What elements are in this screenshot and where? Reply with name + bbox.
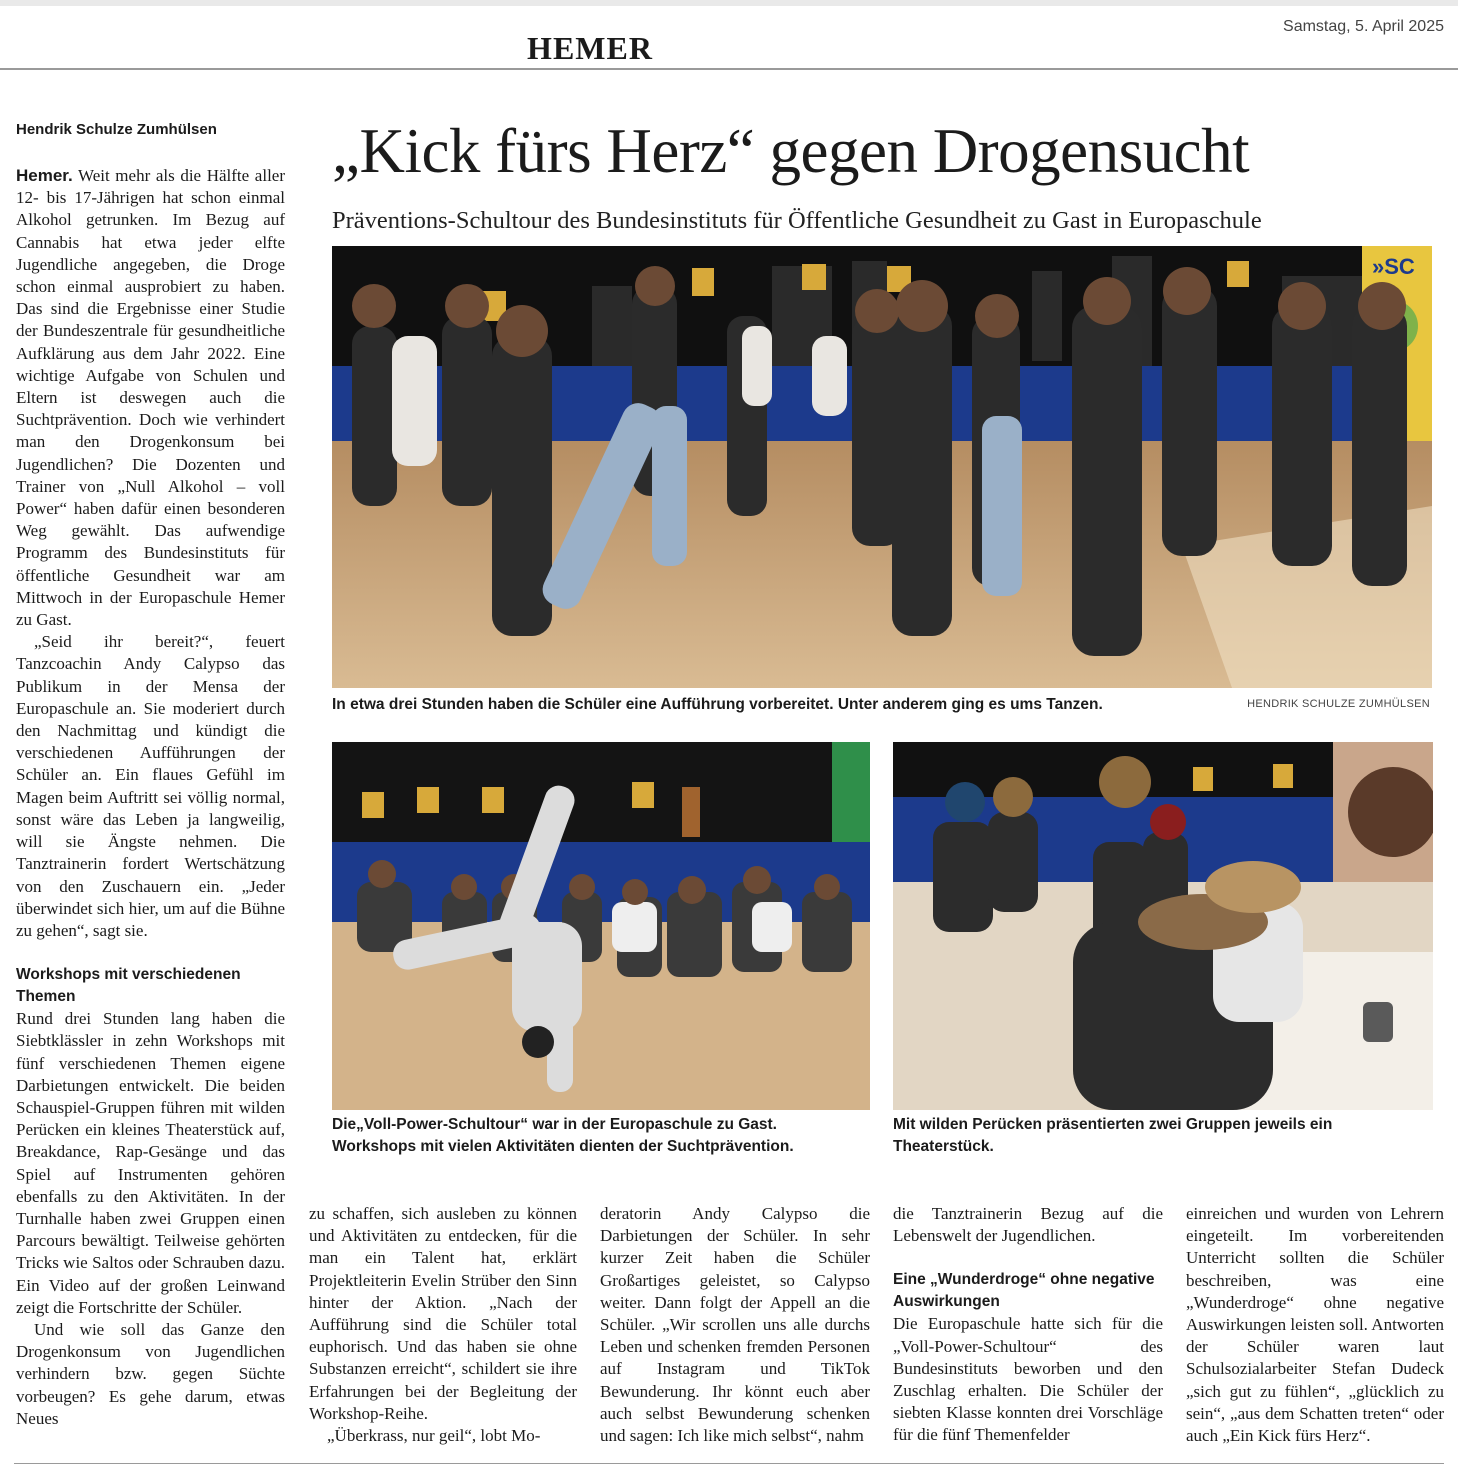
- dance-photo: [332, 246, 1432, 688]
- top-bar: [0, 0, 1458, 6]
- footer-rule: [14, 1463, 1444, 1464]
- photo-caption: In etwa drei Stunden haben die Schüler eine Aufführung vorbereitet. Unter anderem ging es ums Tanzen.: [332, 696, 1103, 713]
- article-column-4: [893, 1203, 1163, 1447]
- banner-text: »SC: [1372, 254, 1415, 279]
- photo-caption: Mit wilden Perücken präsentierten zwei Gruppen jeweils ein Theaterstück.: [893, 1116, 1333, 1155]
- paragraph-text: Weit mehr als die Hälfte aller 12- bis 17-Jährigen hat schon einmal Alkohol getrunken. Im Bezug auf Cannabis hat etwa jeder elfte Jugendliche angegeben, die Droge schon einmal ausprobiert zu haben. Das sind die Ergebnisse einer Studie der Bundeszentrale für gesundheitliche Aufklärung aus dem Jahr 2022. Eine wichtige Aufgabe von Schulen und Eltern ist deswegen auch die Suchtprävention. Doch wie verhindert man den Drogenkonsum bei Jugendlichen? Die Dozenten und Trainer von „Null Alkohol – voll Power“ haben dafür einen besonderen Weg gewählt. Das aufwendige Programm des Bundesinstituts für öffentliche Gesundheit war am Mittwoch in der Europaschule Hemer zu Gast.: [16, 166, 285, 630]
- article-column-5: [1186, 1203, 1444, 1447]
- paragraph: [16, 165, 285, 631]
- author-byline: Hendrik Schulze Zumhülsen: [16, 121, 217, 138]
- article-column-1: [16, 165, 285, 1430]
- paragraph: „Überkrass, nur geil“, lobt Mo-: [327, 1426, 541, 1446]
- header-rule: [0, 68, 1458, 70]
- breakdance-photo: [332, 742, 870, 1110]
- paragraph: deratorin Andy Calypso die Darbietungen der Schüler. In sehr kurzer Zeit haben die Schüler Großartiges geleistet, so Calypso weiter. Dann folgt der Appell an die Schüler. „Wir scrollen uns alle durchs Leben und schenken fremden Personen auf Instagram und TikTok Bewunderung. Ihr könnt euch aber auch selbst Bewunderung schenken und sagen: Ich like mich selbst“, nahm: [600, 1204, 870, 1446]
- dateline: Hemer.: [16, 166, 73, 185]
- paragraph: die Tanztrainerin Bezug auf die Lebenswelt der Jugendlichen.: [893, 1204, 1163, 1246]
- subheading: Workshops mit verschiedenen Themen: [16, 966, 241, 1006]
- article-column-2: [309, 1203, 577, 1447]
- subheading: Eine „Wunderdroge“ ohne negative Auswirkungen: [893, 1271, 1155, 1311]
- photo-credit: HENDRIK SCHULZE ZUMHÜLSEN: [1247, 698, 1430, 710]
- paragraph: einreichen und wurden von Lehrern eingeteilt. Im vorbereitenden Unterricht sollten die Schüler beschreiben, was eine „Wunderdroge“ ohne negative Auswirkungen leisten soll. Antworten der Schüler waren laut Schulsozialarbeiter Stefan Dudeck „sich gut zu fühlen“, „glücklich zu sein“, „aus dem Schatten treten“ oder auch „Ein Kick fürs Herz“.: [1186, 1204, 1444, 1446]
- paragraph: Und wie soll das Ganze den Drogenkonsum von Jugendlichen verhindern bzw. gegen Süchte vorbeugen? Es gehe darum, etwas Neues: [16, 1319, 285, 1428]
- subtitle: Präventions-Schultour des Bundesinstituts für Öffentliche Gesundheit zu Gast in Europaschule: [332, 207, 1262, 234]
- paragraph: Die Europaschule hatte sich für die „Voll-Power-Schultour“ des Bundesinstituts beworben und den Zuschlag erhalten. Die Schüler der siebten Klasse konnten drei Vorschläge für die fünf Themenfelder: [893, 1314, 1163, 1445]
- headline: „Kick fürs Herz“ gegen Drogensucht: [332, 116, 1250, 186]
- article-column-3: [600, 1203, 870, 1447]
- paragraph: zu schaffen, sich ausleben zu können und Aktivitäten zu entdecken, für die man ein Talent hat, erklärt Projektleiterin Evelin Strüber den Sinn hinter der Aktion. „Nach der Aufführung sind die Schüler total euphorisch. Und das haben sie ohne Substanzen erreicht“, schildert sie ihre Erfahrungen bei der Begleitung der Workshop-Reihe.: [309, 1204, 577, 1423]
- issue-date: Samstag, 5. April 2025: [1283, 18, 1444, 35]
- theatre-photo: [893, 742, 1433, 1110]
- section-title: HEMER: [527, 30, 653, 66]
- paragraph: Rund drei Stunden lang haben die Siebtklässler in zehn Workshops mit fünf verschiedenen Themen eigene Darbietungen entwickelt. Die beiden Schauspiel-Gruppen führen mit wilden Perücken ein kleines Theaterstück auf, Breakdance, Rap-Gesänge und das Spiel auf Instrumenten gehören ebenfalls zu den Aktivitäten. In der Turnhalle haben zwei Gruppen einen Parcours bewältigt. Teilweise gehörten Tricks wie Saltos oder Schrauben dazu. Ein Video auf der großen Leinwand zeigt die Fortschritte der Schüler.: [16, 1009, 285, 1317]
- paragraph: „Seid ihr bereit?“, feuert Tanzcoachin Andy Calypso das Publikum in der Mensa der Europaschule an. Sie moderiert durch den Nachmittag und kündigt die verschiedenen Aufführungen der Schüler an. Ein flaues Gefühl im Magen beim Auftritt sei völlig normal, sonst wäre das Leben ja langweilig, will sie Ängste nehmen. Die Tanztrainerin fordert Wertschätzung von den Zuschauern ein. „Jeder überwindet sich hier, um auf die Bühne zu gehen“, sagt sie.: [16, 632, 285, 940]
- photo-caption: Die„Voll-Power-Schultour“ war in der Europaschule zu Gast. Workshops mit vielen Aktivitäten dienten der Suchtprävention.: [332, 1116, 794, 1155]
